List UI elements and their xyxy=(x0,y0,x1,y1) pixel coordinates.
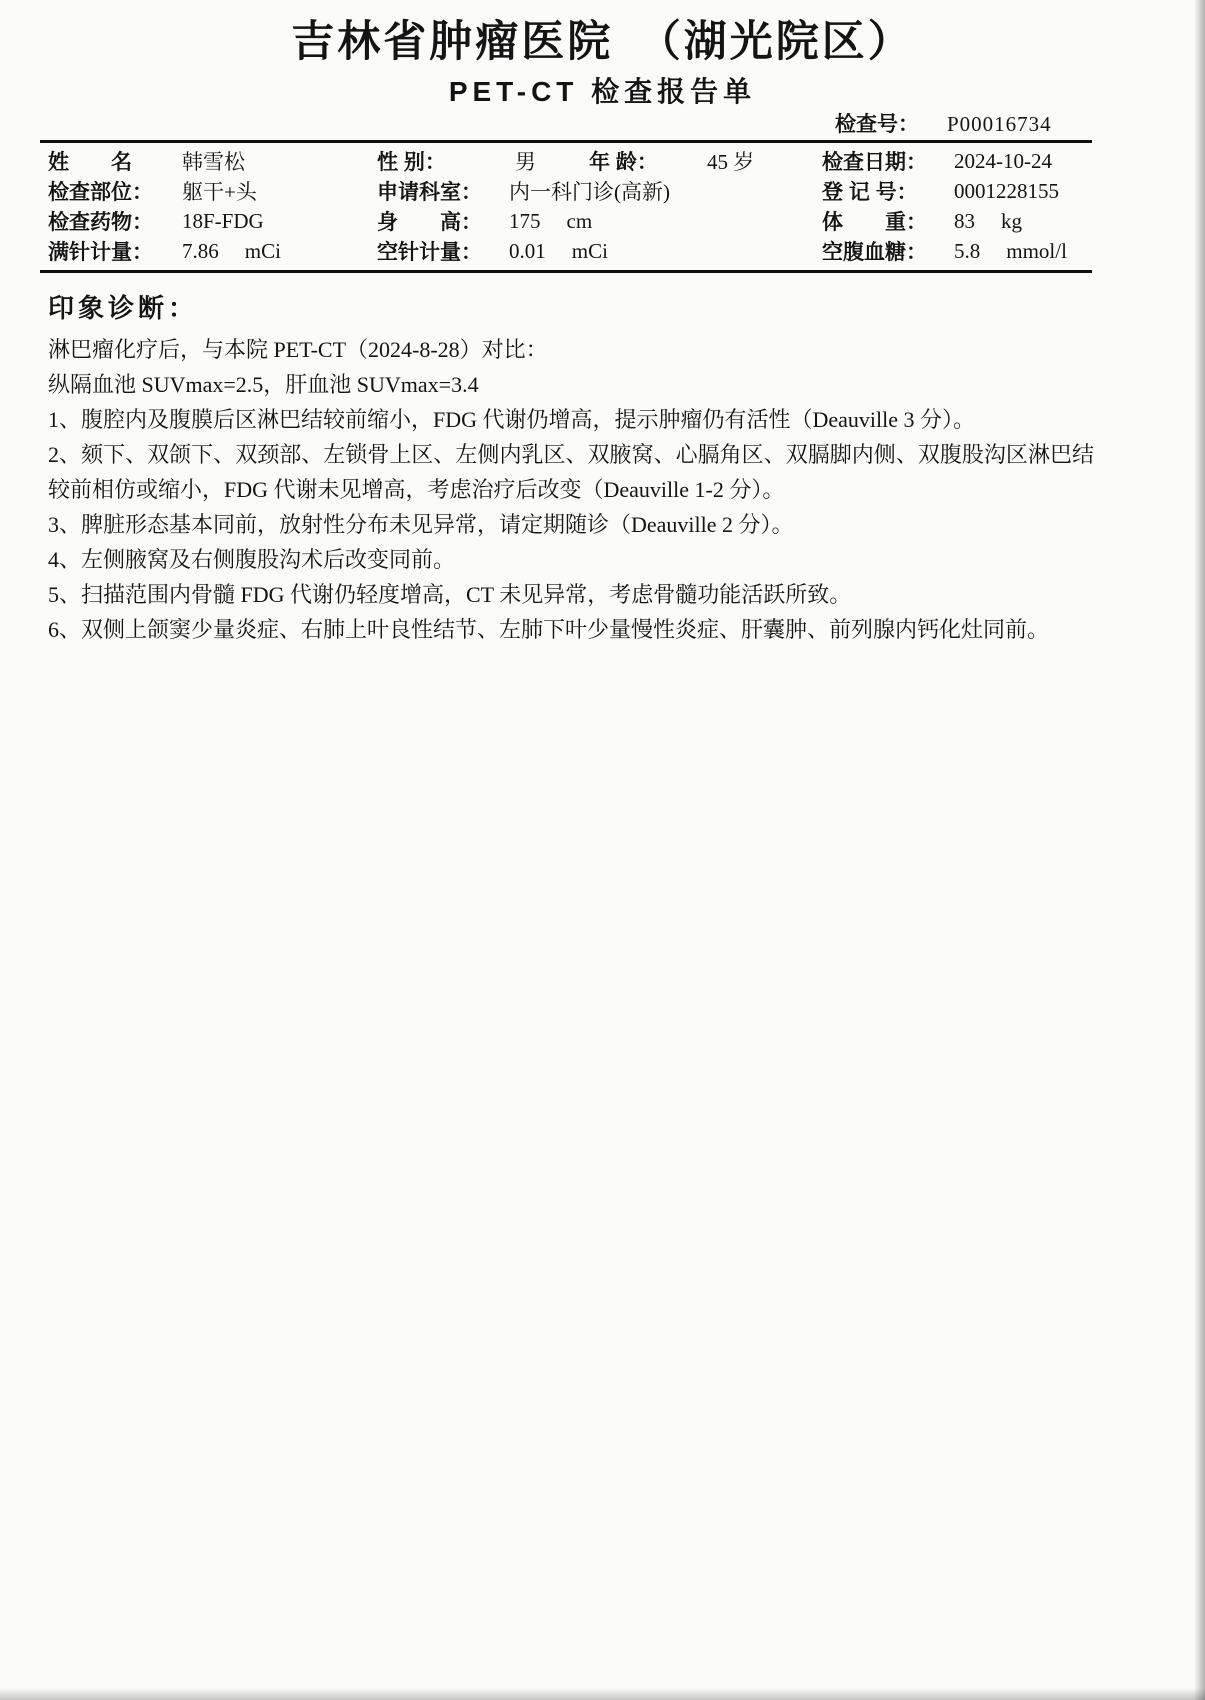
empty-dose-label: 空针计量： xyxy=(377,241,482,264)
exam-part-value: 躯干+头 xyxy=(182,180,257,204)
sex-label: 性 别： xyxy=(377,151,446,174)
age-label: 年 龄： xyxy=(589,151,658,174)
exam-date-value: 2024-10-24 xyxy=(954,148,1052,173)
scan-edge-shadow-bottom xyxy=(0,1688,1205,1700)
height-value: 175 cm xyxy=(509,208,593,233)
impression-item: 3、脾脏形态基本同前，放射性分布未见异常，请定期随诊（Deauville 2 分）。 xyxy=(48,512,794,537)
impression-item: 1、腹腔内及腹膜后区淋巴结较前缩小，FDG 代谢仍增高，提示肿瘤仍有活性（Deauville 3 分）。 xyxy=(48,407,976,432)
exam-part-label: 检查部位： xyxy=(48,181,153,204)
request-dept-label: 申请科室： xyxy=(377,181,482,204)
register-no-value: 0001228155 xyxy=(954,178,1059,203)
impression-item: 4、左侧腋窝及右侧腹股沟术后改变同前。 xyxy=(48,547,456,572)
weight-unit: kg xyxy=(1001,208,1022,233)
impression-item: 5、扫描范围内骨髓 FDG 代谢仍轻度增高，CT 未见异常，考虑骨髓功能活跃所致。 xyxy=(48,582,852,607)
patient-name-value: 韩雪松 xyxy=(182,150,245,174)
tracer-label: 检查药物： xyxy=(48,211,153,234)
glucose-unit: mmol/l xyxy=(1006,238,1067,263)
exam-number-label: 检查号： xyxy=(835,113,919,136)
weight-value: 83 kg xyxy=(954,208,1022,233)
report-title: PET-CT 检查报告单 xyxy=(448,76,757,107)
empty-dose-value: 0.01 mCi xyxy=(509,238,608,263)
info-row-2 xyxy=(40,176,1092,206)
impression-item: 2、颏下、双颌下、双颈部、左锁骨上区、左侧内乳区、双腋窝、心膈角区、双膈脚内侧、双腹股沟区淋巴结较前相仿或缩小，FDG 代谢未见增高，考虑治疗后改变（Deauville 1-2 分）。 xyxy=(48,442,1094,502)
glucose-label: 空腹血糖： xyxy=(822,241,927,264)
full-dose-unit: mCi xyxy=(244,238,281,263)
info-row-3 xyxy=(40,206,1092,236)
patient-name-label: 姓 名 xyxy=(48,151,132,174)
height-unit: cm xyxy=(566,208,593,233)
scan-edge-shadow-right xyxy=(1194,0,1205,1700)
request-dept-value: 内一科门诊(高新) xyxy=(509,180,670,204)
impression-body xyxy=(48,332,1094,647)
sex-value: 男 xyxy=(515,150,536,174)
age-value: 45 岁 xyxy=(707,150,755,174)
weight-label: 体 重： xyxy=(822,211,927,234)
impression-item: 6、双侧上颌窦少量炎症、右肺上叶良性结节、左肺下叶少量慢性炎症、肝囊肿、前列腺内钙化灶同前。 xyxy=(48,617,1050,642)
impression-intro-line: 纵隔血池 SUVmax=2.5，肝血池 SUVmax=3.4 xyxy=(48,372,479,397)
patient-info-table xyxy=(40,140,1092,273)
exam-number-value: P00016734 xyxy=(947,112,1052,136)
glucose-value: 5.8 mmol/l xyxy=(954,238,1067,263)
height-label: 身 高： xyxy=(377,211,482,234)
full-dose-value: 7.86 mCi xyxy=(182,238,281,263)
empty-dose-unit: mCi xyxy=(571,238,608,263)
impression-heading: 印象诊断： xyxy=(48,293,199,323)
info-row-4 xyxy=(40,236,1092,266)
tracer-value: 18F-FDG xyxy=(182,208,264,233)
hospital-title: 吉林省肿瘤医院 （湖光院区） xyxy=(291,18,914,66)
exam-number-row xyxy=(835,108,1052,138)
impression-intro-line: 淋巴瘤化疗后，与本院 PET-CT（2024-8-28）对比： xyxy=(48,337,548,362)
info-row-1 xyxy=(40,146,1092,176)
register-no-label: 登 记 号： xyxy=(822,181,918,204)
exam-date-label: 检查日期： xyxy=(822,151,927,174)
full-dose-label: 满针计量： xyxy=(48,241,153,264)
